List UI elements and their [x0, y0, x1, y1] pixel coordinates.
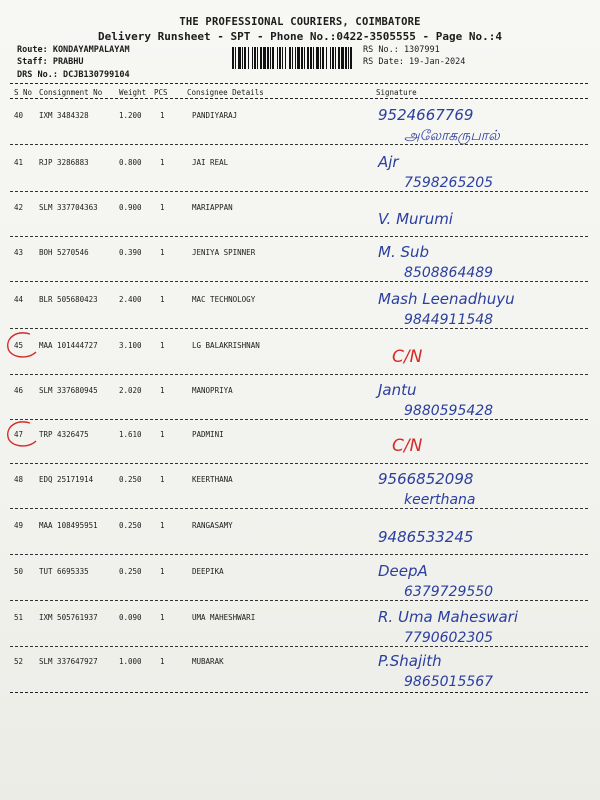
col-weight: Weight: [119, 88, 147, 97]
cell-consignee: RANGASAMY: [192, 521, 233, 530]
table-row: [0, 468, 600, 514]
table-row: [0, 560, 600, 606]
cell-weight: 0.090: [119, 613, 142, 622]
cell-pcs: 1: [160, 248, 165, 257]
cell-consignment: TUT 6695335: [39, 567, 89, 576]
handwritten-line-2: 7790602305: [404, 630, 494, 646]
cell-pcs: 1: [160, 567, 165, 576]
handwritten-line-2: 9880595428: [404, 403, 494, 419]
handwritten-line-2: 7598265205: [404, 175, 494, 191]
handwritten-line-2: 6379729550: [404, 584, 494, 600]
handwritten-line-2: 8508864489: [404, 265, 494, 281]
cell-sno: 46: [14, 386, 24, 395]
signature-handwriting: [370, 241, 598, 287]
cell-pcs: 1: [160, 430, 165, 439]
cell-pcs: 1: [160, 111, 165, 120]
cell-weight: 1.000: [119, 657, 142, 666]
cell-consignment: RJP 3286883: [39, 158, 89, 167]
table-row: [0, 241, 600, 287]
signature-handwriting: [370, 196, 598, 242]
handwritten-line-1: R. Uma Maheswari: [378, 608, 518, 626]
cell-sno: 42: [14, 203, 24, 212]
cell-consignment: TRP 4326475: [39, 430, 89, 439]
cell-consignee: MUBARAK: [192, 657, 224, 666]
handwritten-line-2: 9844911548: [404, 312, 494, 328]
signature-handwriting: [370, 334, 598, 380]
handwritten-line-2: 9865015567: [404, 674, 494, 690]
cell-pcs: 1: [160, 203, 165, 212]
cell-consignment: SLM 337647927: [39, 657, 98, 666]
cell-pcs: 1: [160, 613, 165, 622]
cell-weight: 1.200: [119, 111, 142, 120]
cell-consignee: JAI REAL: [192, 158, 229, 167]
table-row: [0, 151, 600, 197]
cell-consignment: IXM 505761937: [39, 613, 98, 622]
red-circle-mark: [2, 417, 42, 451]
cell-pcs: 1: [160, 295, 165, 304]
cell-weight: 3.100: [119, 341, 142, 350]
cell-consignee: JENIYA SPINNER: [192, 248, 256, 257]
cell-sno: 47: [14, 430, 24, 439]
cell-consignment: EDQ 25171914: [39, 475, 94, 484]
signature-handwriting: [370, 606, 598, 652]
cell-weight: 2.020: [119, 386, 142, 395]
cell-weight: 0.250: [119, 521, 142, 530]
cell-sno: 44: [14, 295, 24, 304]
cell-weight: 0.250: [119, 567, 142, 576]
cell-consignment: SLM 337704363: [39, 203, 98, 212]
handwritten-line-1: M. Sub: [378, 243, 430, 261]
cell-weight: 0.900: [119, 203, 142, 212]
cell-consignee: KEERTHANA: [192, 475, 233, 484]
handwritten-line-1: C/N: [392, 347, 423, 367]
cell-consignee: MAC TECHNOLOGY: [192, 295, 256, 304]
signature-handwriting: [370, 288, 598, 334]
cell-sno: 49: [14, 521, 24, 530]
col-signature: Signature: [376, 88, 417, 97]
cell-consignment: IXM 3484328: [39, 111, 89, 120]
staff-label: Staff: PRABHU: [17, 57, 84, 67]
table-row: [0, 423, 600, 469]
header-bottom-rule: [10, 98, 588, 99]
rs-number: RS No.: 1307991: [363, 45, 440, 55]
table-row: [0, 606, 600, 652]
table-row: [0, 514, 600, 560]
cell-consignee: PADMINI: [192, 430, 224, 439]
table-row: [0, 650, 600, 696]
handwritten-line-1: DeepA: [378, 562, 428, 580]
cell-pcs: 1: [160, 475, 165, 484]
cell-sno: 50: [14, 567, 24, 576]
cell-consignment: BLR 505680423: [39, 295, 98, 304]
cell-consignee: UMA MAHESHWARI: [192, 613, 256, 622]
handwritten-line-1: Mash Leenadhuyu: [378, 290, 515, 308]
cell-consignee: DEEPIKA: [192, 567, 224, 576]
col-pcs: PCS: [154, 88, 168, 97]
cell-consignee: MANOPRIYA: [192, 386, 233, 395]
cell-consignee: PANDIYARAJ: [192, 111, 238, 120]
barcode-image: [232, 47, 354, 69]
col-consignee: Consignee Details: [187, 88, 264, 97]
handwritten-line-1: 9566852098: [378, 470, 474, 488]
rs-date: RS Date: 19-Jan-2024: [363, 57, 466, 67]
cell-consignment: MAA 108495951: [39, 521, 98, 530]
signature-handwriting: [370, 151, 598, 197]
route-label: Route: KONDAYAMPALAYAM: [17, 45, 130, 55]
table-row: [0, 288, 600, 334]
cell-pcs: 1: [160, 521, 165, 530]
table-row: [0, 334, 600, 380]
handwritten-line-1: Jantu: [378, 381, 417, 399]
signature-handwriting: [370, 379, 598, 425]
col-sno: S No: [14, 88, 33, 97]
cell-sno: 52: [14, 657, 24, 666]
company-title: THE PROFESSIONAL COURIERS, COIMBATORE: [179, 16, 421, 28]
drs-number: DRS No.: DCJB130799104: [17, 70, 130, 80]
runsheet-subtitle: Delivery Runsheet - SPT - Phone No.:0422-3505555 - Page No.:4: [98, 30, 502, 43]
table-row: [0, 379, 600, 425]
signature-handwriting: [370, 468, 598, 514]
cell-weight: 0.390: [119, 248, 142, 257]
handwritten-line-1: V. Murumi: [378, 210, 453, 228]
cell-weight: 2.400: [119, 295, 142, 304]
cell-consignment: MAA 101444727: [39, 341, 98, 350]
cell-consignment: BOH 5270546: [39, 248, 89, 257]
table-end-rule: [10, 692, 588, 693]
table-row: [0, 104, 600, 150]
signature-handwriting: [370, 514, 598, 560]
signature-handwriting: [370, 650, 598, 696]
cell-consignee: LG BALAKRISHNAN: [192, 341, 260, 350]
cell-sno: 48: [14, 475, 24, 484]
cell-pcs: 1: [160, 158, 165, 167]
cell-sno: 51: [14, 613, 24, 622]
cell-sno: 43: [14, 248, 24, 257]
cell-pcs: 1: [160, 341, 165, 350]
table-row: [0, 196, 600, 242]
cell-weight: 1.610: [119, 430, 142, 439]
signature-handwriting: [370, 423, 598, 469]
handwritten-line-1: C/N: [392, 436, 423, 456]
signature-handwriting: [370, 104, 598, 150]
cell-sno: 41: [14, 158, 24, 167]
handwritten-line-1: 9524667769: [378, 106, 474, 124]
handwritten-line-1: P.Shajith: [378, 652, 442, 670]
handwritten-line-2: அலோகருபால்: [404, 128, 500, 144]
handwritten-line-2: keerthana: [404, 492, 476, 508]
cell-pcs: 1: [160, 657, 165, 666]
signature-handwriting: [370, 560, 598, 606]
cell-weight: 0.800: [119, 158, 142, 167]
col-consignment: Consignment No: [39, 88, 103, 97]
red-circle-mark: [2, 328, 42, 362]
cell-weight: 0.250: [119, 475, 142, 484]
header-top-rule: [10, 83, 588, 84]
handwritten-line-1: 9486533245: [378, 528, 474, 546]
cell-consignee: MARIAPPAN: [192, 203, 233, 212]
cell-consignment: SLM 337680945: [39, 386, 98, 395]
handwritten-line-1: Ajr: [378, 153, 399, 171]
cell-sno: 45: [14, 341, 24, 350]
cell-pcs: 1: [160, 386, 165, 395]
cell-sno: 40: [14, 111, 24, 120]
